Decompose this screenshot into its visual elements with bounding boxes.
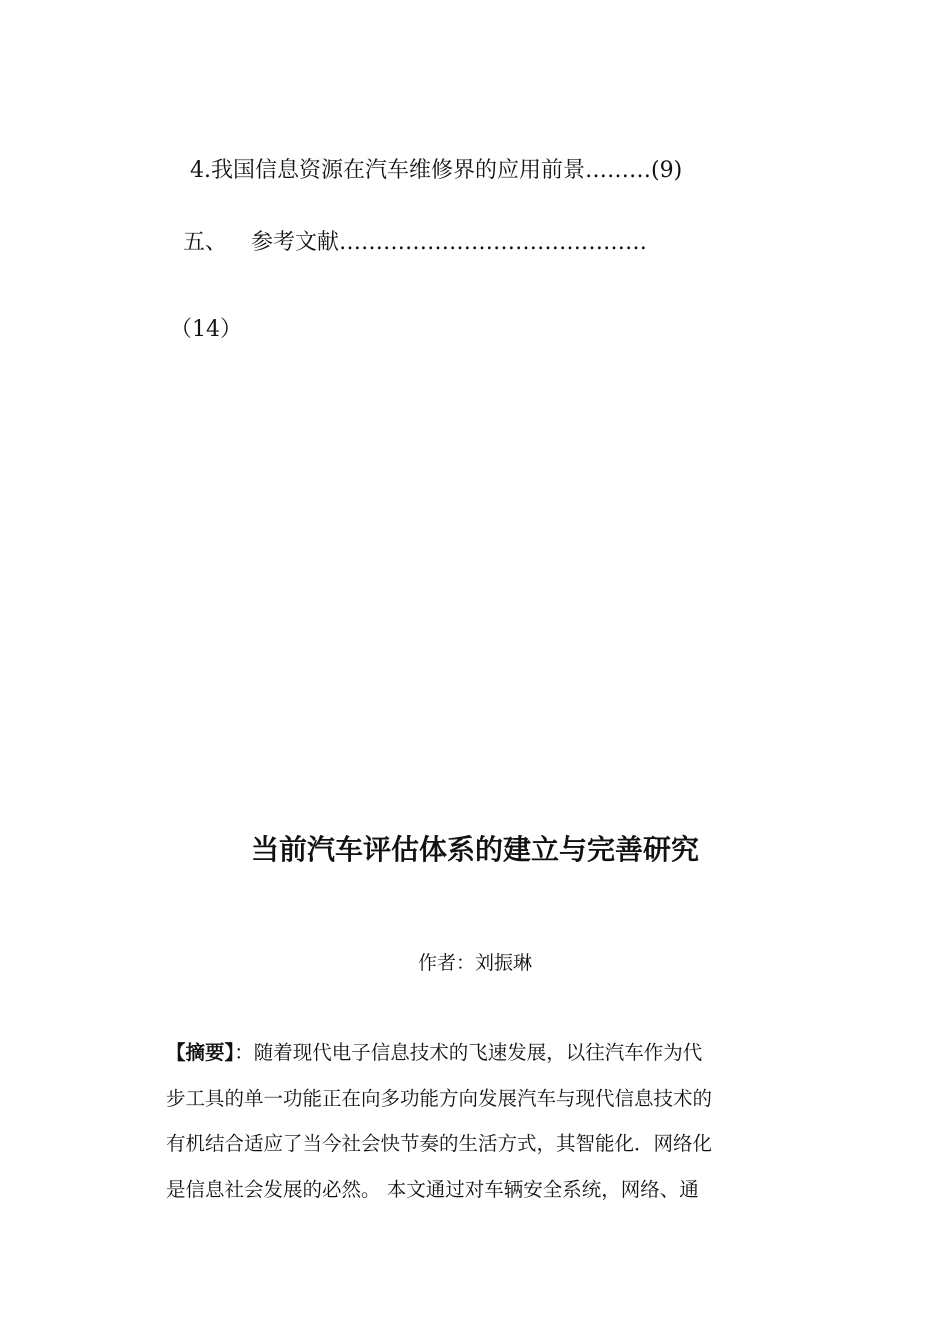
abstract-line-1-text: ：随着现代电子信息技术的飞速发展，以往汽车作为代: [234, 1041, 703, 1064]
article-author: 作者：刘振琳: [417, 952, 532, 974]
toc-item-5-page: （14）: [170, 317, 242, 342]
article-title: 当前汽车评估体系的建立与完善研究: [250, 832, 699, 866]
abstract-line-3: 有机结合适应了当今社会快节奏的生活方式，其智能化．网络化: [166, 1132, 713, 1155]
toc-item-5: [183, 228, 647, 258]
abstract-line-4: 是信息社会发展的必然。 本文通过对车辆安全系统，网络、通: [166, 1177, 699, 1201]
toc-item-4: 4.我国信息资源在汽车维修界的应用前景………(9): [190, 158, 683, 183]
abstract-line-2: 步工具的单一功能正在向多功能方向发展汽车与现代信息技术的: [166, 1086, 713, 1110]
abstract: [166, 1030, 786, 1212]
abstract-line-1: [166, 1030, 786, 1076]
abstract-label: 【摘要】: [166, 1041, 235, 1064]
toc-item-5-number: 五、: [183, 230, 228, 255]
toc-item-5-text: 参考文献……………………………………: [251, 230, 648, 255]
